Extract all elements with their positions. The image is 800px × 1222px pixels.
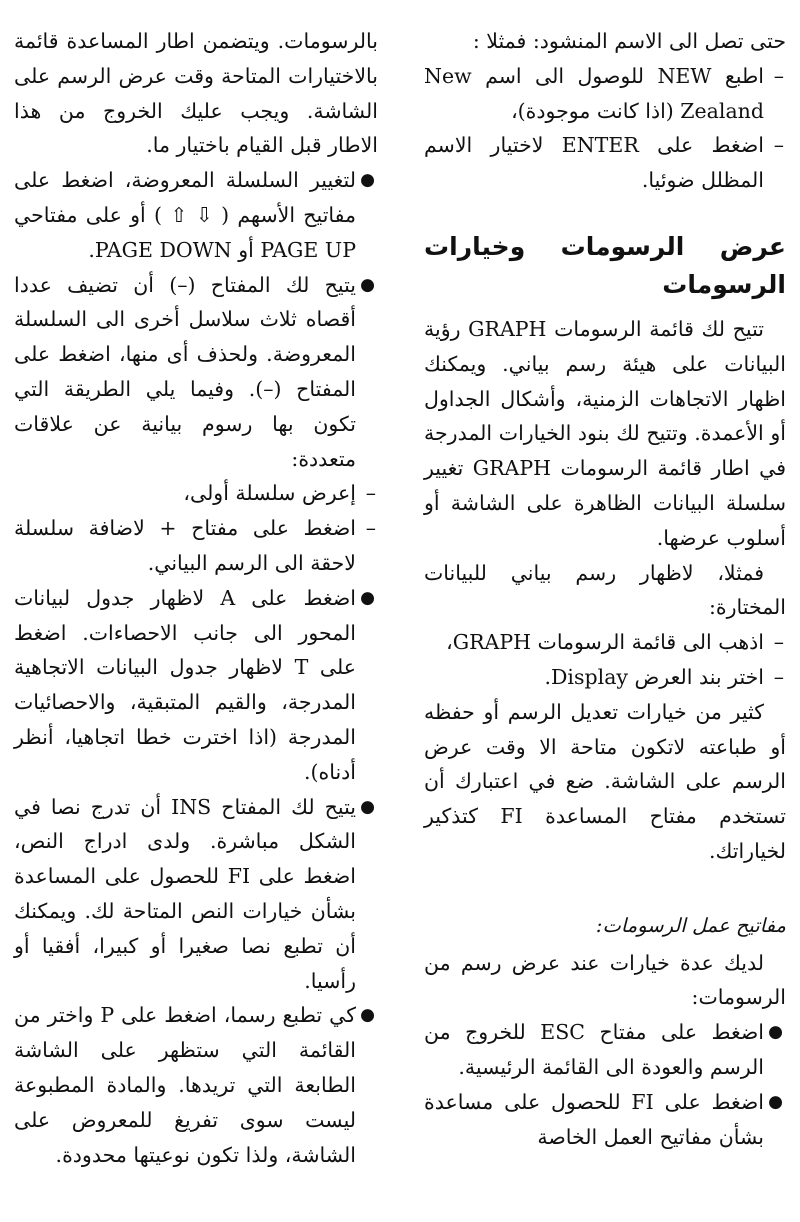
paragraph-options: كثير من خيارات تعديل الرسم أو حفظه أو طباعته لاتكون متاحة الا وقت عرض الرسم على الشاشة. ضع في اعتبارك أن تستخدم مفتاح المساعدة FI كتذكير لخياراتك. [424,699,786,863]
paragraph-keys-intro: لديك عدة خيارات عند عرض رسم من الرسومات: [424,950,786,1010]
step-first-series: – إعرض سلسلة أولى، [14,476,378,511]
bullet-text: يتيح لك المفتاح (–) أن تضيف عددا أقصاه ثلاث سلاسل أخرى الى السلسلة المعروضة. ولحذف أى منها، اضغط على المفتاح (–). وفيما يلي الطريقة التي تكون بها رسوم بيانية عن علاقات متعددة: [14,272,356,471]
bullet-text: اضغط على A لاظهار جدول لبيانات المحور الى جانب الاحصاءات. اضغط على T لاظهار جدول البيانات الاتجاهية المدرجة، والقيم المتبقية، والاحصائيات المدرجة (اذا اخترت خطا اتجاهيا، أنظر أدناه). [14,585,357,784]
continued-paragraph: بالرسومات. ويتضمن اطار المساعدة قائمة بالاختيارات المتاحة وقت عرض الرسم على الشاشة. ويجب عليك الخروج من هذا الاطار قبل القيام باختيار ما. [14,29,378,158]
bullet-print-key [14,998,378,1172]
step-plus-key: – اضغط على مفتاح + لاضافة سلسلة لاحقة الى الرسم البياني. [14,511,378,581]
bullet-dot-icon: ● [768,1022,783,1043]
bullet-dot-icon: ● [360,1005,375,1026]
subheading-graph-keys: مفاتيح عمل الرسومات: [595,913,786,937]
intro-line: حتى تصل الى الاسم المنشود: فمثلا : [472,29,786,53]
bullet-text: يتيح لك المفتاح INS أن تدرج نصا في الشكل مباشرة. ولدى ادراج النص، اضغط على FI للحصول على المساعدة بشأن خيارات النص المتاحة لك. ويمكنك أن تطبع نصا صغيرا أو كبيرا، أفقيا أو رأسيا. [14,794,356,993]
section-heading: عرض الرسومات وخيارات الرسومات [424,231,786,299]
step-choose-display: – اختر بند العرض Display. [424,660,786,695]
bullet-f1-help [424,1085,786,1155]
bullet-text: كي تطبع رسما، اضغط على P واختر من القائمة التي ستظهر على الشاشة الطابعة التي تريدها. والمادة المطبوعة ليست سوى تفريغ للمعروض على الشاشة، ولذا تكون نوعيتها محدودة. [14,1003,356,1167]
bullet-dot-icon: ● [360,796,375,817]
step-press-enter: – اضغط على ENTER لاختيار الاسم المظلل ضوئيا. [424,128,786,198]
step-go-graph-menu: – اذهب الى قائمة الرسومات GRAPH، [424,625,786,660]
step-type-new: – اطبع NEW للوصول الى اسم New Zealand (اذا كانت موجودة)، [424,59,786,129]
bullet-text: لتغيير السلسلة المعروضة، اضغط على مفاتيح الأسهم ( ⇩ ⇧ ) أو على مفتاحي PAGE UP أو PAGE DOWN. [14,168,356,262]
bullet-esc-key [424,1015,786,1085]
bullet-minus-key [14,268,378,477]
bullet-ins-key [14,790,378,999]
bullet-dot-icon: ● [360,587,375,608]
bullet-text: اضغط على FI للحصول على مساعدة بشأن مفاتيح العمل الخاصة [424,1089,764,1149]
bullet-a-key [14,581,378,790]
right-column [424,24,786,1154]
left-column [14,24,378,1172]
paragraph-graph-menu: تتيح لك قائمة الرسومات GRAPH رؤية البيانات على هيئة رسم بياني. ويمكنك اظهار الاتجاهات الزمنية، وأشكال الجداول أو الأعمدة. وتتيح لك بنود الخيارات المدرجة في اطار قائمة الرسومات GRAPH تغيير سلسلة البيانات الظاهرة على الشاشة أو أسلوب عرضها. [424,316,787,550]
bullet-arrow-keys [14,163,378,267]
bullet-text: اضغط على مفتاح ESC للخروج من الرسم والعودة الى القائمة الرئيسية. [424,1020,764,1079]
bullet-dot-icon: ● [768,1091,783,1112]
bullet-dot-icon: ● [360,170,375,191]
paragraph-example: فمثلا، لاظهار رسم بياني للبيانات المختارة: [424,560,786,620]
bullet-dot-icon: ● [360,274,375,295]
